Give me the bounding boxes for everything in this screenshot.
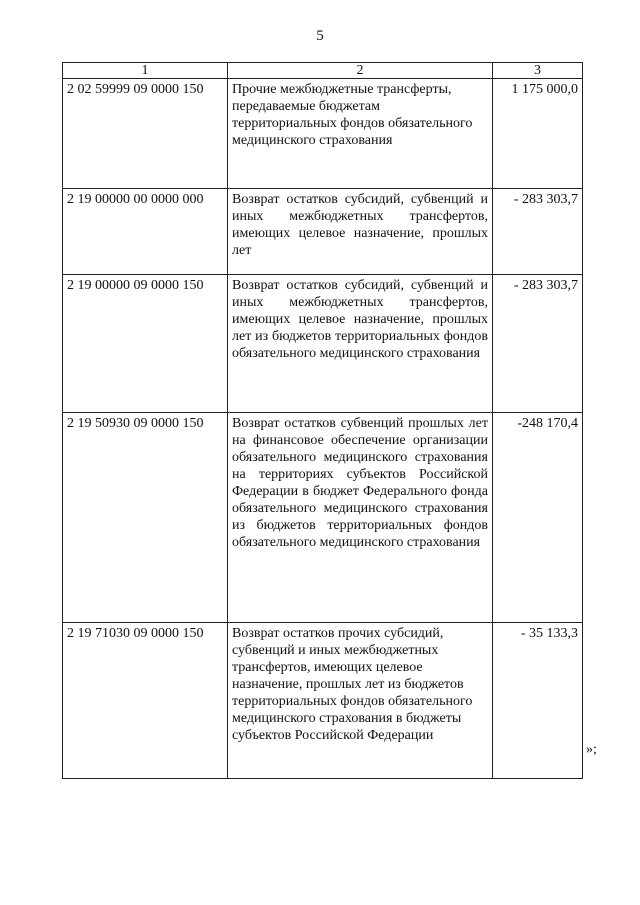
closing-quote-mark: »; [586,742,597,757]
column-header-1: 1 [63,63,228,79]
budget-code-cell: 2 19 71030 09 0000 150 [63,623,228,779]
budget-name-cell: Возврат остатков субвенций прошлых лет на финансовое обеспечение организации обязательного медицинского страхования на территориях субъектов Российской Федерации в бюджет Федерального фонда обязательного медицинского страхования из бюджетов территориальных фондов обязательного медицинского страхования [228,413,493,623]
budget-code-cell: 2 02 59999 09 0000 150 [63,79,228,189]
table-header-row [63,63,583,79]
column-header-2: 2 [228,63,493,79]
page-number: 5 [316,28,324,44]
budget-amount-cell: -248 170,4 [493,413,583,623]
budget-name-cell: Прочие межбюджетные трансферты, передаваемые бюджетам территориальных фондов обязательного медицинского страхования [228,79,493,189]
table-row [63,275,583,413]
table-row [63,413,583,623]
budget-amount-cell: - 35 133,3 [493,623,583,779]
budget-code-cell: 2 19 00000 09 0000 150 [63,275,228,413]
budget-table [62,62,583,779]
budget-amount-cell: - 283 303,7 [493,189,583,275]
budget-code-cell: 2 19 00000 00 0000 000 [63,189,228,275]
column-header-3: 3 [493,63,583,79]
budget-amount-cell: 1 175 000,0 [493,79,583,189]
budget-name-cell: Возврат остатков субсидий, субвенций и иных межбюджетных трансфертов, имеющих целевое назначение, прошлых лет из бюджетов территориальных фондов обязательного медицинского страхования [228,275,493,413]
table-row [63,79,583,189]
budget-name-cell: Возврат остатков прочих субсидий, субвенций и иных межбюджетных трансфертов, имеющих целевое назначение, прошлых лет из бюджетов территориальных фондов обязательного медицинского страхования в бюджеты субъектов Российской Федерации [228,623,493,779]
table-row [63,623,583,779]
table-row [63,189,583,275]
budget-amount-cell: - 283 303,7 [493,275,583,413]
budget-code-cell: 2 19 50930 09 0000 150 [63,413,228,623]
budget-name-cell: Возврат остатков субсидий, субвенций и иных межбюджетных трансфертов, имеющих целевое назначение, прошлых лет [228,189,493,275]
